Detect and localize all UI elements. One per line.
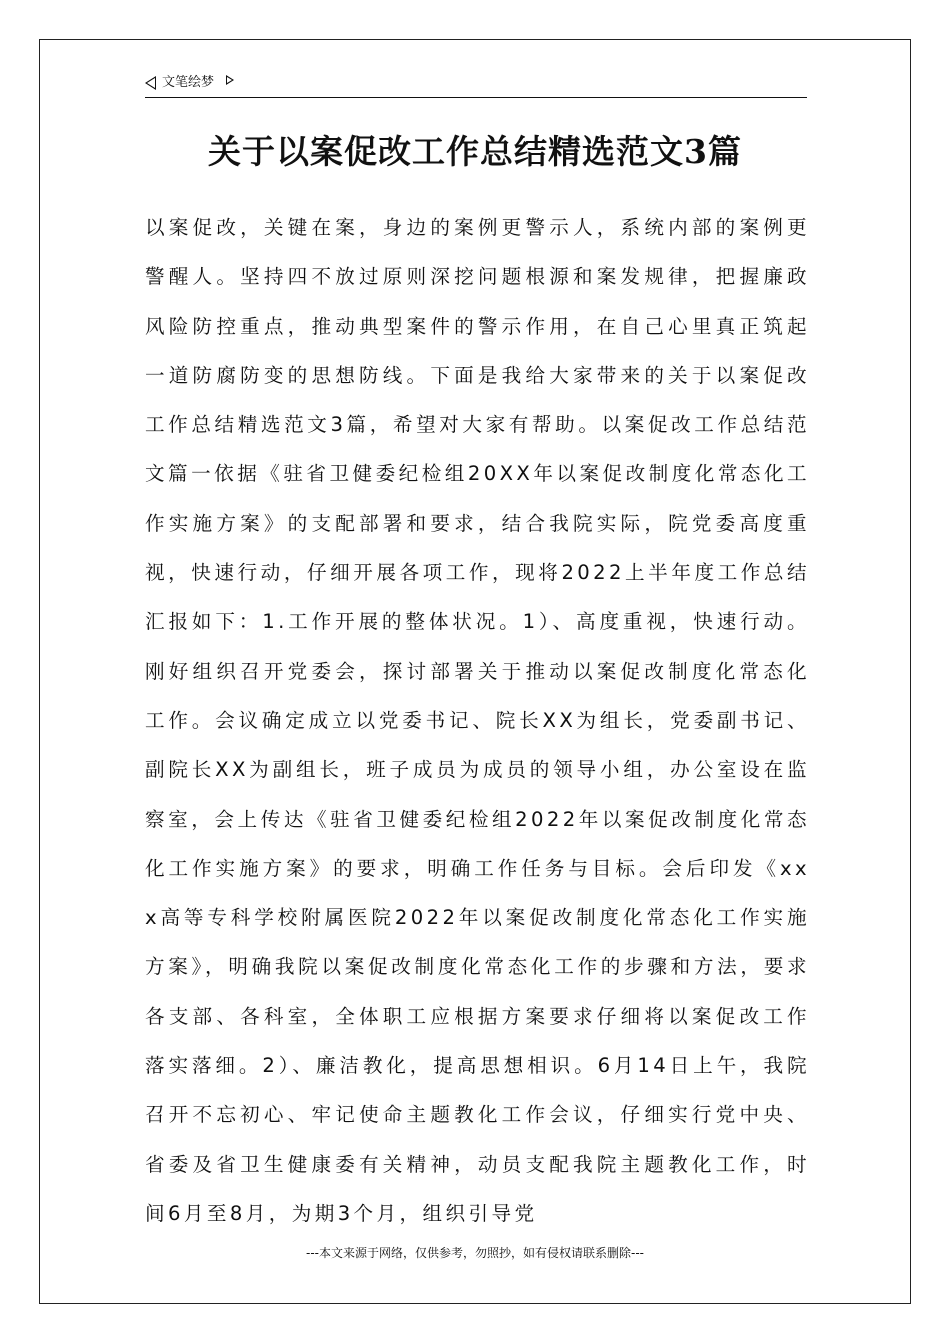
header-brand-group	[145, 74, 234, 92]
document-body: 以案促改，关键在案，身边的案例更警示人，系统内部的案例更警醒人。坚持四不放过原则深挖问题根源和案发规律，把握廉政风险防控重点，推动典型案件的警示作用，在自己心里真正筑起一道防腐防变的思想防线。下面是我给大家带来的关于以案促改工作总结精选范文3篇，希望对大家有帮助。以案促改工作总结范文篇一依据《驻省卫健委纪检组20XX年以案促改制度化常态化工作实施方案》的支配部署和要求，结合我院实际，院党委高度重视，快速行动，仔细开展各项工作，现将2022上半年度工作总结汇报如下：1.工作开展的整体状况。1）、高度重视，快速行动。刚好组织召开党委会，探讨部署关于推动以案促改制度化常态化工作。会议确定成立以党委书记、院长XX为组长，党委副书记、副院长XX为副组长，班子成员为成员的领导小组，办公室设在监察室，会上传达《驻省卫健委纪检组2022年以案促改制度化常态化工作实施方案》的要求，明确工作任务与目标。会后印发《xxx高等专科学校附属医院2022年以案促改制度化常态化工作实施方案》，明确我院以案促改制度化常态化工作的步骤和方法，要求各支部、各科室，全体职工应根据方案要求仔细将以案促改工作落实落细。2）、廉洁教化，提高思想相识。6月14日上午，我院召开不忘初心、牢记使命主题教化工作会议，仔细实行党中央、省委及省卫生健康委有关精神，动员支配我院主题教化工作，时间6月至8月，为期3个月，组织引导党	[145, 216, 810, 1225]
footer-notice: ---本文来源于网络，仅供参考，勿照抄，如有侵权请联系删除---	[306, 1246, 644, 1260]
triangle-right-icon	[226, 75, 234, 85]
triangle-left-icon	[145, 76, 156, 90]
header-brand: 文笔绘梦	[162, 75, 215, 90]
document-header	[145, 72, 807, 98]
document-title: 关于以案促改工作总结精选范文3篇	[208, 132, 742, 171]
